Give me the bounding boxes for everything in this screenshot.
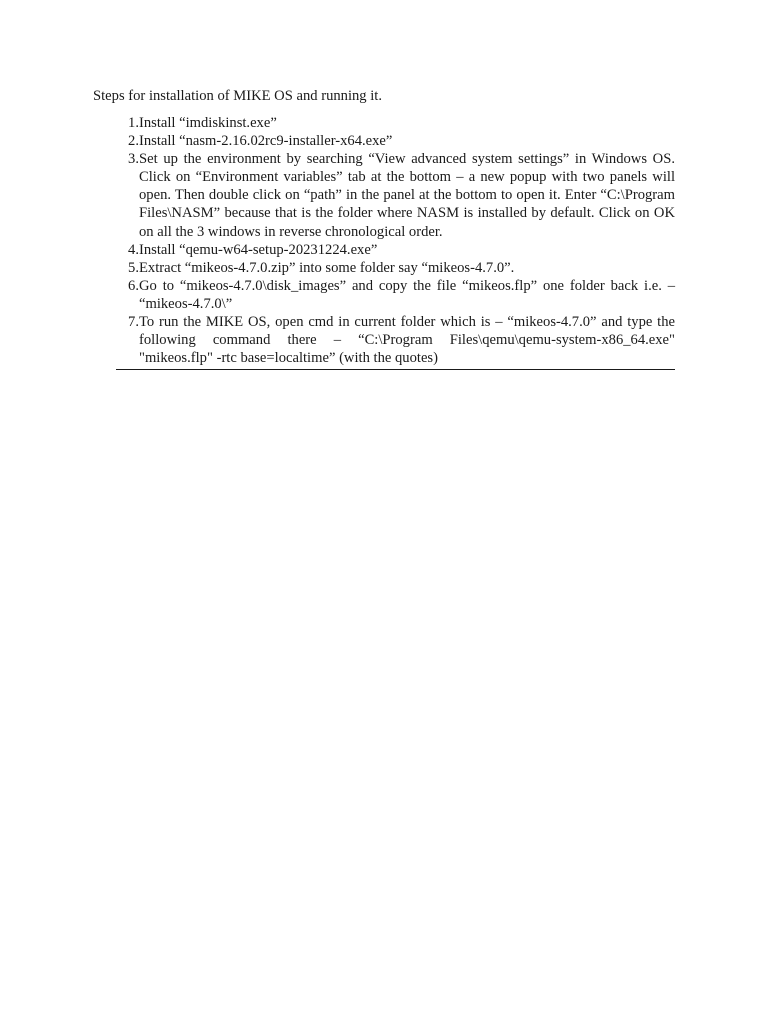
step-number: 1. (128, 115, 139, 131)
step-item-4 (93, 241, 675, 259)
step-number: 7. (128, 314, 139, 331)
step-number: 5. (128, 259, 139, 276)
step-item-7 (93, 313, 675, 367)
step-item-1 (93, 114, 675, 132)
step-number: 6. (128, 277, 139, 294)
step-number: 2. (128, 133, 139, 150)
step-item-5 (93, 259, 675, 277)
intro-paragraph: Steps for installation of MIKE OS and running it. (93, 88, 383, 104)
step-text: Install “imdiskinst.exe” (139, 115, 277, 131)
step-item-6 (93, 277, 675, 313)
step-text: Install “nasm-2.16.02rc9-installer-x64.exe” (139, 133, 393, 150)
installation-steps-list (93, 114, 675, 367)
step-text: Extract “mikeos-4.7.0.zip” into some folder say “mikeos-4.7.0”. (139, 259, 515, 276)
horizontal-rule (116, 369, 675, 370)
step-text: Install “qemu-w64-setup-20231224.exe” (139, 241, 378, 258)
step-number: 3. (128, 151, 139, 168)
step-item-3 (93, 150, 675, 240)
step-item-2 (93, 132, 675, 150)
step-number: 4. (128, 241, 139, 258)
step-text: Go to “mikeos-4.7.0\disk_images” and copy the file “mikeos.flp” one folder back i.e. – “mikeos-4.7.0\” (139, 277, 675, 312)
step-text: Set up the environment by searching “View advanced system settings” in Windows OS. Click on “Environment variables” tab at the bottom – a new popup with two panels will open. Then double click on “path” in the panel at the bottom to open it. Enter “C:\Program Files\NASM” because that is the folder where NASM is installed by default. Click on OK on all the 3 windows in reverse chronological order. (139, 151, 675, 240)
step-text: To run the MIKE OS, open cmd in current folder which is – “mikeos-4.7.0” and type the following command there – “C:\Program Files\qemu\qemu-system-x86_64.exe" "mikeos.flp" -rtc base=localtime” (with the quotes) (139, 314, 675, 367)
